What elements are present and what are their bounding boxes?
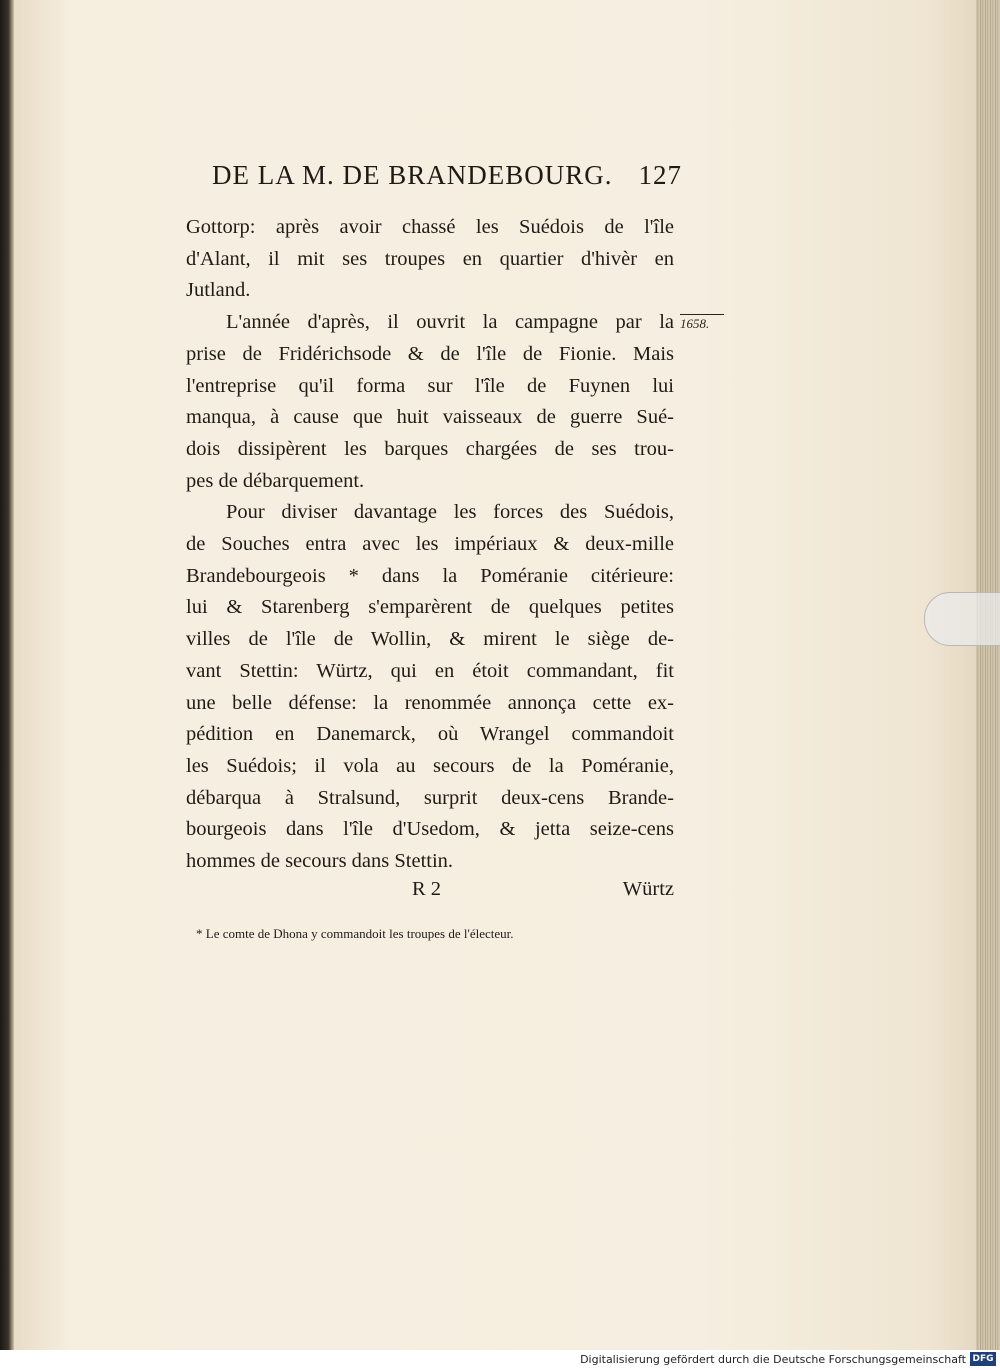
text-line: Brandebourgeois * dans la Poméranie citérieure:: [186, 564, 674, 587]
text-line: de Souches entra avec les impériaux & deux-mille: [186, 533, 674, 556]
text-line: vant Stettin: Würtz, qui en étoit commandant, fit: [186, 659, 674, 682]
text-line: manqua, à cause que huit vaisseaux de guerre Sué-: [186, 406, 674, 429]
text-line: L'année d'après, il ouvrit la campagne par la: [226, 311, 674, 334]
text-line: débarqua à Stralsund, surprit deux-cens Brande-: [186, 786, 674, 809]
running-head: [212, 160, 682, 191]
signature-row: [186, 878, 674, 910]
margin-year-note: 1658.: [680, 314, 724, 332]
text-line: bourgeois dans l'île d'Usedom, & jetta seize-cens: [186, 818, 674, 841]
signature-mark: R 2: [412, 878, 442, 900]
page-number: 127: [638, 160, 682, 190]
book-spine: [0, 0, 14, 1370]
text-line: pédition en Danemarck, où Wrangel commandoit: [186, 723, 674, 746]
text-line: Pour diviser davantage les forces des Suédois,: [226, 501, 674, 524]
catchword: Würtz: [622, 878, 674, 900]
footnote: * Le comte de Dhona y commandoit les troupes de l'électeur.: [196, 926, 514, 941]
text-line: l'entreprise qu'il forma sur l'île de Fuynen lui: [186, 374, 674, 397]
text-line: Jutland.: [186, 279, 251, 302]
text-line: hommes de secours dans Stettin.: [186, 850, 454, 873]
page-edges: [976, 0, 1000, 1350]
text-line: pes de débarquement.: [186, 469, 365, 492]
text-line: villes de l'île de Wollin, & mirent le siège de-: [186, 628, 674, 651]
dfg-logo: DFG: [970, 1352, 996, 1366]
text-line: d'Alant, il mit ses troupes en quartier d'hivèr en: [186, 247, 674, 270]
running-head-title: DE LA M. DE BRANDEBOURG.: [212, 160, 613, 190]
text-line: prise de Fridérichsode & de l'île de Fionie. Mais: [186, 342, 674, 365]
digitization-credit: Digitalisierung gefördert durch die Deutsche Forschungsgemeinschaft: [580, 1353, 966, 1366]
body-text: [186, 212, 674, 878]
text-line: Gottorp: après avoir chassé les Suédois de l'île: [186, 216, 674, 238]
text-line: dois dissipèrent les barques chargées de ses trou-: [186, 437, 674, 460]
text-line: une belle défense: la renommée annonça cette ex-: [186, 691, 674, 714]
text-line: lui & Starenberg s'emparèrent de quelques petites: [186, 596, 674, 619]
page-turn-handle[interactable]: [924, 592, 1000, 646]
text-line: les Suédois; il vola au secours de la Poméranie,: [186, 754, 674, 777]
